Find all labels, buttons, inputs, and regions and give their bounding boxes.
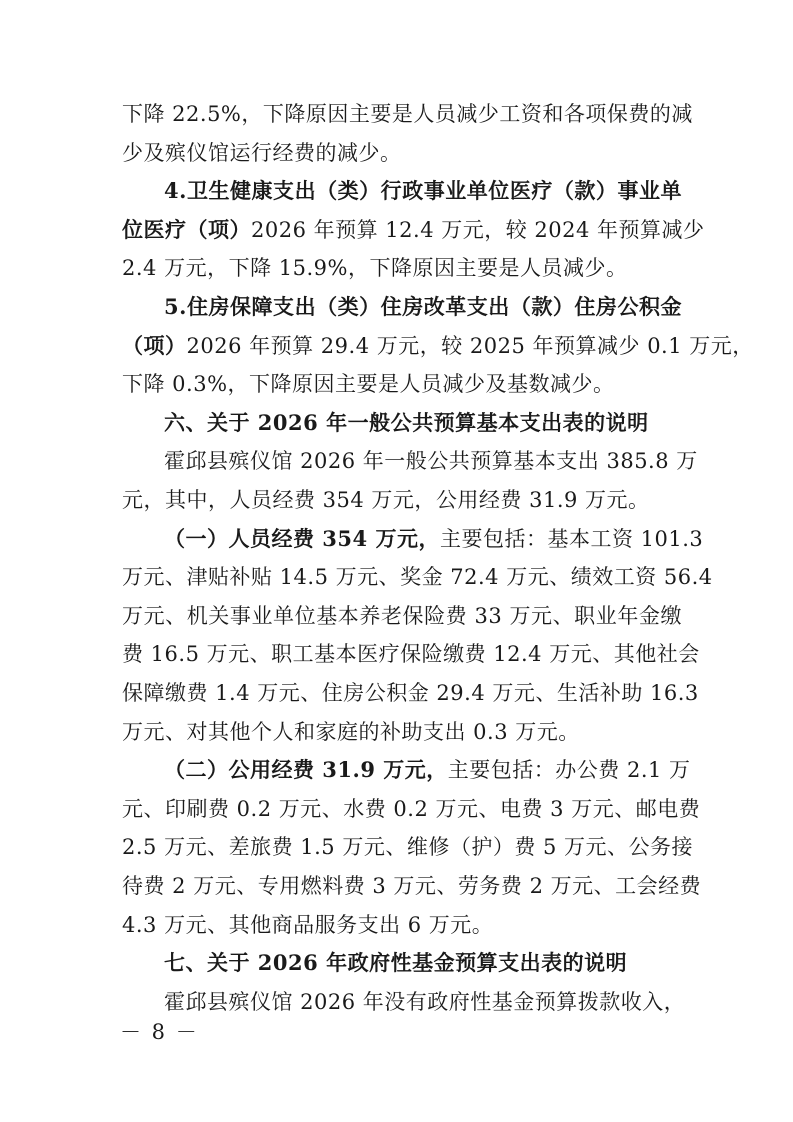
text-line [164, 948, 682, 978]
text-line [164, 408, 682, 438]
text-segment: 霍邱县殡仪馆 2026 年没有政府性基金预算拨款收入， [164, 990, 686, 1014]
bold-text-segment: 位医疗（项） [122, 217, 251, 242]
text-line [122, 832, 694, 862]
text-line [122, 215, 705, 245]
bold-text-segment: （一）人员经费 354 万元， [164, 526, 440, 551]
text-line [122, 485, 682, 515]
text-segment: 霍邱县殡仪馆 2026 年一般公共预算基本支出 385.8 万 [164, 449, 698, 473]
bold-text-segment: 六、关于 2026 年一般公共预算基本支出表的说明 [164, 410, 649, 435]
text-line [122, 331, 754, 361]
bold-text-segment: 4.卫生健康支出（类）行政事业单位医疗（款）事业单 [164, 178, 682, 203]
text-segment: 下降 0.3%，下降原因主要是人员减少及基数减少。 [122, 372, 615, 396]
text-line [164, 176, 682, 206]
bold-text-segment: （项） [122, 333, 187, 358]
text-line [122, 253, 682, 283]
text-line [164, 524, 704, 554]
text-segment: 主要包括：办公费 2.1 万 [447, 758, 691, 782]
bold-text-segment: （二）公用经费 31.9 万元， [164, 757, 448, 782]
text-segment: 费 16.5 万元、职工基本医疗保险缴费 12.4 万元、其他社会 [122, 642, 700, 666]
text-line [122, 717, 682, 747]
text-segment: 主要包括：基本工资 101.3 [439, 527, 704, 551]
text-segment: 2.4 万元，下降 15.9%，下降原因主要是人员减少。 [122, 256, 628, 280]
text-line [164, 446, 698, 476]
text-segment: 4.3 万元、其他商品服务支出 6 万元。 [122, 913, 494, 937]
text-line [122, 639, 700, 669]
text-line [122, 369, 682, 399]
bold-text-segment: 七、关于 2026 年政府性基金预算支出表的说明 [164, 950, 628, 975]
text-line [122, 601, 682, 631]
page-number: － 8 － [120, 1020, 199, 1044]
text-segment: 元，其中，人员经费 354 万元，公用经费 31.9 万元。 [122, 488, 650, 512]
text-segment: 少及殡仪馆运行经费的减少。 [122, 141, 402, 165]
text-line [122, 138, 682, 168]
text-segment: 万元、津贴补贴 14.5 万元、奖金 72.4 万元、绩效工资 56.4 [122, 565, 713, 589]
text-segment: 待费 2 万元、专用燃料费 3 万元、劳务费 2 万元、工会经费 [122, 874, 702, 898]
text-segment: 2.5 万元、差旅费 1.5 万元、维修（护）费 5 万元、公务接 [122, 835, 694, 859]
text-line [122, 910, 682, 940]
text-segment: 2026 年预算 29.4 万元，较 2025 年预算减少 0.1 万元， [186, 334, 754, 358]
bold-text-segment: 5.住房保障支出（类）住房改革支出（款）住房公积金 [164, 294, 682, 319]
text-segment: 下降 22.5%，下降原因主要是人员减少工资和各项保费的减 [122, 102, 693, 126]
text-segment: 万元、对其他个人和家庭的补助支出 0.3 万元。 [122, 720, 580, 744]
text-line [122, 794, 701, 824]
text-line [164, 292, 682, 322]
text-line [122, 871, 702, 901]
text-segment: 保障缴费 1.4 万元、住房公积金 29.4 万元、生活补助 16.3 [122, 681, 699, 705]
text-line [164, 987, 686, 1017]
text-line [122, 678, 699, 708]
text-segment: 万元、机关事业单位基本养老保险费 33 万元、职业年金缴 [122, 604, 682, 628]
text-line [122, 99, 693, 129]
text-line [122, 562, 713, 592]
text-line [164, 755, 691, 785]
text-segment: 元、印刷费 0.2 万元、水费 0.2 万元、电费 3 万元、邮电费 [122, 797, 701, 821]
text-segment: 2026 年预算 12.4 万元，较 2024 年预算减少 [251, 218, 705, 242]
